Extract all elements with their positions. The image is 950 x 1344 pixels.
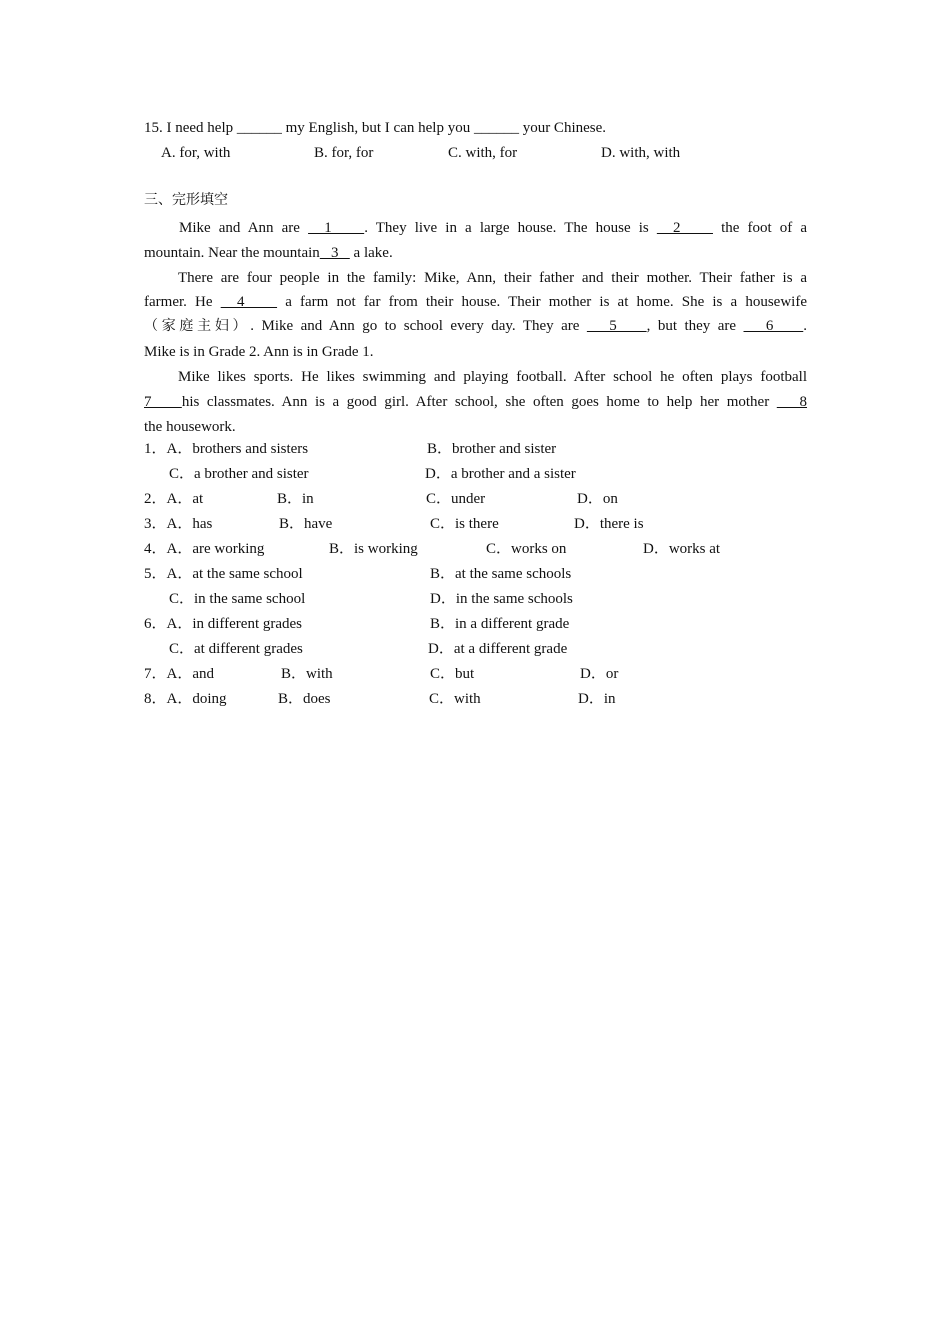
q8-option-d: D．in (578, 691, 616, 707)
q6-option-a: 6．A．in different grades (144, 616, 303, 632)
q4-option-c: C．works on (486, 541, 567, 557)
q7-option-c: C．but (430, 666, 475, 682)
q5-option-d: D．in the same schools (430, 591, 573, 607)
passage-line (144, 292, 807, 312)
q6-option-c: C．at different grades (169, 641, 303, 657)
q2-option-c: C．under (426, 491, 486, 507)
q15-option-b: B. for, for (314, 145, 374, 161)
passage-text: . They live in a large house. The house is (364, 220, 657, 236)
passage-text: the foot of a (712, 220, 808, 236)
passage-line (144, 367, 807, 387)
q15-stem: 15. I need help ______ my English, but I can help you ______ your Chinese. (144, 120, 607, 136)
q5-option-b: B．at the same schools (430, 566, 572, 582)
q4-option-b: B．is working (329, 541, 418, 557)
blank-1: 1 (308, 220, 365, 236)
q1-option-c: C．a brother and sister (169, 466, 309, 482)
q2-option-b: B．in (277, 491, 314, 507)
passage-text: . Mike and Ann go to school every day. They are (250, 318, 587, 334)
blank-6: 6 (743, 318, 804, 334)
q3-option-b: B．have (279, 516, 333, 532)
blank-8: 8 (776, 394, 808, 410)
q6-option-b: B．in a different grade (430, 616, 570, 632)
passage-text: . (803, 318, 808, 334)
q2-option-a: 2．A．at (144, 491, 204, 507)
q1-option-b: B．brother and sister (427, 441, 557, 457)
blank-4: 4 (220, 294, 278, 310)
q8-option-b: B．does (278, 691, 331, 707)
q4-option-a: 4．A．are working (144, 541, 265, 557)
q15-option-a: A. for, with (161, 145, 231, 161)
passage-text: There are four people in the family: Mike, Ann, their father and their mother. Their father is a (178, 270, 807, 286)
passage-line (144, 218, 807, 238)
blank-7: 7 (144, 394, 182, 410)
blank-5: 5 (586, 318, 647, 334)
passage-text: farmer. He (144, 294, 221, 310)
q2-option-d: D．on (577, 491, 618, 507)
passage-text: Mike likes sports. He likes swimming and playing football. After school he often plays football (178, 369, 807, 385)
passage-line (144, 268, 807, 288)
passage-text: a lake. (349, 245, 393, 261)
q5-option-c: C．in the same school (169, 591, 306, 607)
passage-text: mountain. Near the mountain (144, 245, 320, 261)
q3-option-c: C．is there (430, 516, 499, 532)
passage-text-cjk: （家庭主妇） (144, 318, 251, 334)
passage-text: Mike and Ann are (179, 220, 309, 236)
q3-option-d: D．there is (574, 516, 644, 532)
q7-option-d: D．or (580, 666, 619, 682)
section-title: 三、完形填空 (144, 192, 228, 208)
q1-option-a: 1．A．brothers and sisters (144, 441, 309, 457)
q1-option-d: D．a brother and a sister (425, 466, 576, 482)
q8-option-a: 8．A．doing (144, 691, 227, 707)
q15-option-c: C. with, for (448, 145, 518, 161)
blank-2: 2 (656, 220, 713, 236)
q3-option-a: 3．A．has (144, 516, 213, 532)
q15-option-d: D. with, with (601, 145, 681, 161)
q4-option-d: D．works at (643, 541, 721, 557)
passage-text: his classmates. Ann is a good girl. After school, she often goes home to help her mother (181, 394, 777, 410)
q6-option-d: D．at a different grade (428, 641, 568, 657)
passage-line (144, 316, 807, 336)
q7-option-a: 7．A．and (144, 666, 214, 682)
blank-3: 3 (319, 245, 350, 261)
passage-text: a farm not far from their house. Their mother is at home. She is a housewife (277, 294, 807, 310)
passage-text: , but they are (646, 318, 744, 334)
q7-option-b: B．with (281, 666, 333, 682)
passage-line (144, 243, 393, 263)
q8-option-c: C．with (429, 691, 481, 707)
passage-line: the housework. (144, 419, 236, 435)
q5-option-a: 5．A．at the same school (144, 566, 303, 582)
passage-line: Mike is in Grade 2. Ann is in Grade 1. (144, 344, 374, 360)
passage-line (144, 392, 807, 412)
